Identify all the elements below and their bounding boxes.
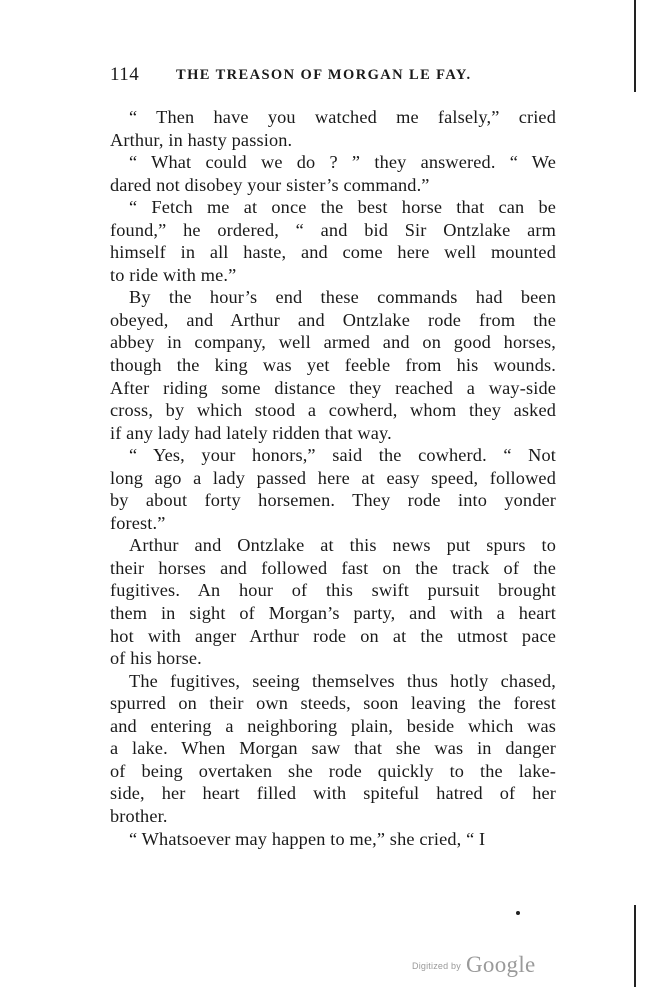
paragraph	[110, 106, 556, 151]
watermark-prefix: Digitized by	[412, 961, 461, 971]
text-line: himself in all haste, and come here well mounted	[110, 242, 556, 263]
running-title: THE TREASON OF MORGAN LE FAY.	[176, 67, 472, 83]
text-line: abbey in company, well armed and on good horses,	[110, 332, 556, 353]
ink-speck	[516, 911, 520, 915]
text-line: “ Then have you watched me falsely,” cried	[129, 107, 556, 127]
page-header	[110, 64, 570, 90]
text-line: “ Fetch me at once the best horse that can be	[129, 197, 556, 218]
text-line: of his horse.	[110, 648, 202, 669]
paragraph	[110, 286, 556, 444]
text-line: obeyed, and Arthur and Ontzlake rode from the	[110, 309, 556, 330]
paragraph	[110, 828, 556, 851]
page-edge-line-bottom	[634, 905, 636, 987]
text-line: fugitives. An hour of this swift pursuit brought	[110, 580, 556, 601]
text-line: “ What could we do ? ” they answered. “ We	[129, 152, 556, 173]
text-line: spurred on their own steeds, soon leaving the forest	[110, 693, 556, 714]
text-line: of being overtaken she rode quickly to the lake-	[110, 760, 556, 781]
text-line: By the hour’s end these commands had been	[129, 287, 556, 308]
text-line: cross, by which stood a cowherd, whom they asked	[110, 400, 556, 421]
paragraph	[110, 534, 556, 669]
paragraph	[110, 444, 556, 534]
text-line: long ago a lady passed here at easy speed, followed	[110, 467, 556, 488]
page-edge-line-top	[634, 0, 636, 92]
google-logo: Google	[466, 952, 536, 977]
text-line: “ Yes, your honors,” said the cowherd. “ Not	[129, 445, 556, 466]
text-line: “ Whatsoever may happen to me,” she cried, “ I	[129, 828, 486, 849]
text-line: Arthur and Ontzlake at this news put spurs to	[129, 535, 556, 556]
text-line: if any lady had lately ridden that way.	[110, 422, 392, 443]
text-line: by about forty horsemen. They rode into yonder	[110, 490, 556, 511]
text-line: them in sight of Morgan’s party, and with a heart	[110, 603, 556, 624]
page-number: 114	[110, 64, 140, 85]
text-line: The fugitives, seeing themselves thus hotly chased,	[129, 670, 556, 691]
text-line: though the king was yet feeble from his wounds.	[110, 355, 556, 376]
text-line: Arthur, in hasty passion.	[110, 129, 293, 150]
text-line: After riding some distance they reached a way-side	[110, 377, 556, 398]
text-line: side, her heart filled with spiteful hatred of her	[110, 783, 556, 804]
text-line: forest.”	[110, 512, 166, 533]
text-line: to ride with me.”	[110, 264, 237, 285]
text-line: a lake. When Morgan saw that she was in danger	[110, 738, 556, 759]
text-line: hot with anger Arthur rode on at the utmost pace	[110, 625, 556, 646]
paragraph	[110, 196, 556, 286]
paragraph	[110, 670, 556, 828]
paragraph	[110, 151, 556, 196]
digitization-watermark	[412, 952, 536, 978]
text-line: brother.	[110, 805, 168, 826]
text-line: their horses and followed fast on the track of the	[110, 557, 556, 578]
text-line: found,” he ordered, “ and bid Sir Ontzlake arm	[110, 219, 556, 240]
text-line: dared not disobey your sister’s command.”	[110, 174, 430, 195]
text-line: and entering a neighboring plain, beside which was	[110, 715, 556, 736]
body-text	[110, 106, 556, 850]
